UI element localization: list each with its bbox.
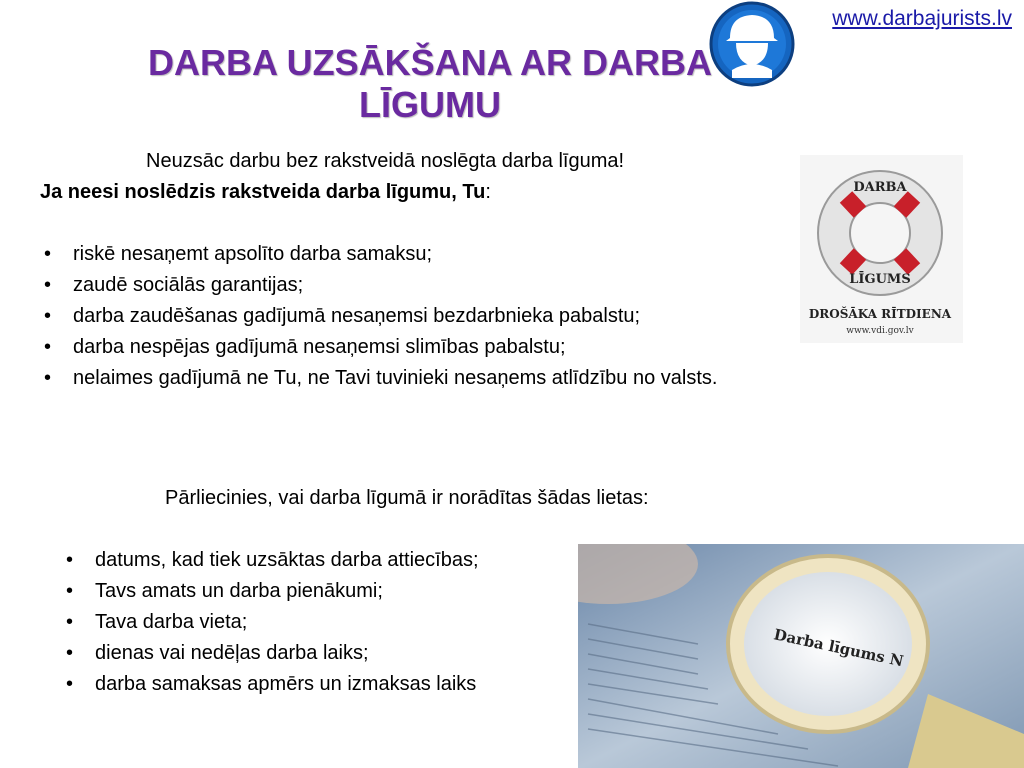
list-item: • riskē nesaņemt apsolīto darba samaksu; [40, 240, 717, 271]
list-item: • dienas vai nedēļas darba laiks; [62, 639, 479, 670]
risk-list [40, 240, 717, 395]
list-item: • zaudē sociālās garantijas; [40, 271, 717, 302]
title-line-2: LĪGUMU [359, 84, 501, 125]
magnifier-photo [578, 544, 1024, 768]
lifebuoy-top-text: DARBA [853, 180, 907, 195]
list-item: • nelaimes gadījumā ne Tu, ne Tavi tuvinieki nesaņems atlīdzību no valsts. [40, 364, 717, 395]
list-item: • darba nespējas gadījumā nesaņemsi slimības pabalstu; [40, 333, 717, 364]
warning-text: Neuzsāc darbu bez rakstveidā noslēgta darba līguma! [146, 150, 625, 172]
list-item: • darba samaksas apmērs un izmaksas laiks [62, 670, 479, 701]
risk-intro-bold: Ja neesi noslēdzis rakstveida darba līgumu, Tu [40, 181, 486, 203]
lens-text: Darba līgums N [772, 625, 906, 671]
lifebuoy-url: www.vdi.gov.lv [846, 326, 914, 336]
list-item: • datums, kad tiek uzsāktas darba attiecības; [62, 546, 479, 577]
lifebuoy-caption: DROŠĀKA RĪTDIENA [808, 307, 952, 321]
list-item: • Tavs amats un darba pienākumi; [62, 577, 479, 608]
page-title [90, 42, 770, 126]
check-list [62, 546, 479, 701]
site-link[interactable]: www.darbajurists.lv [832, 7, 1012, 30]
lifebuoy-bottom-text: LĪGUMS [849, 272, 911, 287]
risk-intro [40, 181, 491, 204]
list-item: • darba zaudēšanas gadījumā nesaņemsi bezdarbnieka pabalstu; [40, 302, 717, 333]
risk-intro-colon: : [485, 181, 491, 203]
title-line-1: DARBA UZSĀKŠANA AR DARBA [148, 42, 712, 83]
list-item: • Tava darba vieta; [62, 608, 479, 639]
check-heading: Pārliecinies, vai darba līgumā ir norādītas šādas lietas: [165, 487, 649, 509]
lifebuoy-image [800, 155, 963, 343]
